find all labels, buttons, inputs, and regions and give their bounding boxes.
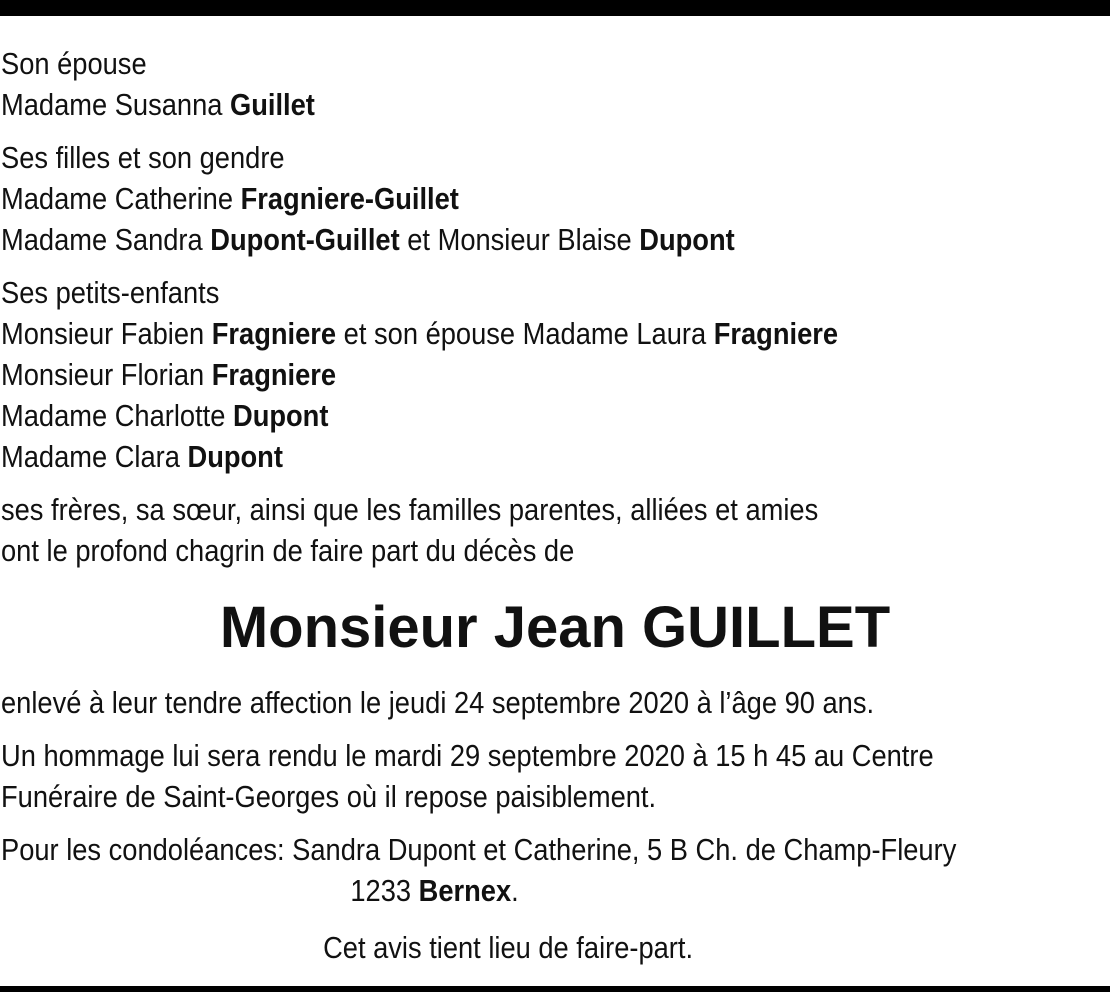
grandchild-line (1, 395, 1109, 436)
name-middle: et son épouse Madame Laura (336, 316, 714, 351)
name-middle: et Monsieur Blaise (399, 222, 640, 257)
surname: Fragniere (713, 316, 839, 351)
surname: Dupont-Guillet (210, 222, 400, 257)
top-rule (0, 0, 1110, 16)
notice-line: Cet avis tient lieu de faire-part. (323, 930, 694, 965)
daughters-heading: Ses filles et son gendre (1, 140, 285, 175)
city: Bernex (418, 873, 512, 908)
period: . (511, 873, 519, 908)
daughter-line (1, 219, 1109, 260)
surname: Dupont (232, 398, 329, 433)
surname: Fragniere (211, 316, 337, 351)
surname: Dupont (639, 222, 735, 257)
name-prefix: Madame Sandra (1, 222, 211, 257)
deceased-name: Monsieur Jean GUILLET (219, 595, 891, 660)
grandchild-line (1, 436, 1109, 477)
surname: Guillet (229, 87, 315, 122)
grandchildren-heading: Ses petits-enfants (1, 275, 220, 310)
passing-line: enlevé à leur tendre affection le jeudi 24 septembre 2020 à l’âge 90 ans. (1, 685, 875, 720)
announcement-line: ont le profond chagrin de faire part du décès de (1, 533, 575, 568)
surname: Fragniere (211, 357, 337, 392)
spouse-line (1, 84, 1109, 125)
family-section (1, 43, 1109, 571)
spouse-heading: Son épouse (1, 46, 147, 81)
name-prefix: Monsieur Fabien (1, 316, 212, 351)
surname: Fragniere-Guillet (240, 181, 459, 216)
name-prefix: Monsieur Florian (1, 357, 212, 392)
surname: Dupont (187, 439, 283, 474)
daughter-line (1, 178, 1109, 219)
postcode: 1233 (350, 873, 419, 908)
name-prefix: Madame Clara (1, 439, 188, 474)
tribute-line: Un hommage lui sera rendu le mardi 29 septembre 2020 à 15 h 45 au Centre (1, 738, 934, 773)
condolences-line: Pour les condoléances: Sandra Dupont et Catherine, 5 B Ch. de Champ-Fleury (1, 832, 957, 867)
tribute-line: Funéraire de Saint-Georges où il repose paisiblement. (1, 779, 657, 814)
grandchild-line (1, 354, 1109, 395)
name-prefix: Madame Catherine (1, 181, 241, 216)
grandchild-line (1, 313, 1109, 354)
bottom-rule (0, 986, 1110, 992)
details-section (1, 682, 1109, 968)
announcement-line: ses frères, sa sœur, ainsi que les familles parentes, alliées et amies (1, 492, 819, 527)
name-prefix: Madame Susanna (1, 87, 230, 122)
condolences-address (1, 870, 1109, 911)
name-prefix: Madame Charlotte (1, 398, 233, 433)
